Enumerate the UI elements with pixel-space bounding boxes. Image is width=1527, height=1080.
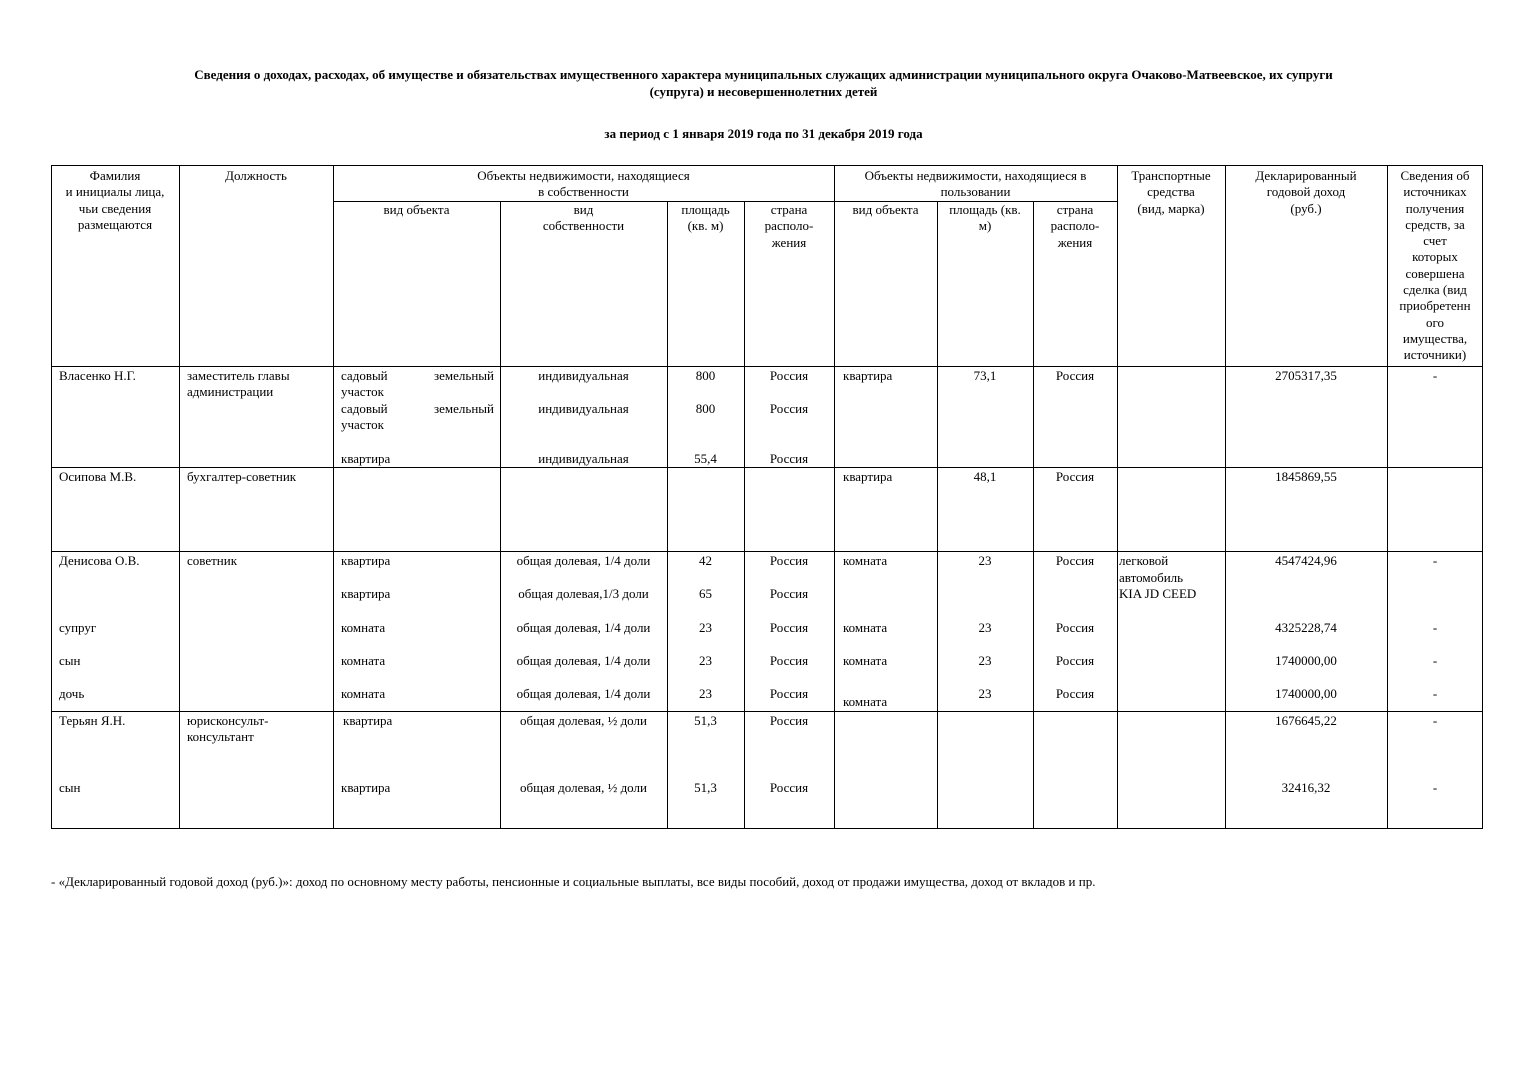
row-teryan-owned-ownership: общая долевая, ½ доли [520, 713, 647, 728]
row-teryan-position: юрисконсульт- консультант [187, 713, 269, 745]
row-teryan-son-owned-ownership: общая долевая, ½ доли [520, 780, 647, 795]
header-transport: Транспортные средства (вид, марка) [1131, 168, 1211, 216]
income-footnote: - «Декларированный годовой доход (руб.)»: доход по основному месту работы, пенсионные и социальные выплаты, все виды пособий, доход от продажи имущества, доход от вкладов и пр. [51, 874, 1096, 889]
row-denisova-sources: - [1432, 553, 1438, 568]
row-denisova-transport: легковой автомобиль KIA JD CEED [1119, 553, 1197, 601]
row-denisova-owned-ownership-1: общая долевая, 1/4 доли [516, 553, 651, 568]
row-teryan-son-sources: - [1432, 780, 1438, 795]
row-spouse-sources: - [1432, 620, 1438, 635]
header-name: Фамилия и инициалы лица, чьи сведения размещаются [65, 168, 165, 232]
row-daughter-used-type: комната [843, 694, 888, 709]
row-son-owned-country: Россия [769, 653, 809, 668]
row-teryan-owned-country: Россия [769, 713, 809, 728]
row-osipova-used-area: 48,1 [973, 469, 997, 484]
reporting-period: за период с 1 января 2019 года по 31 декабря 2019 года [604, 126, 923, 141]
row-denisova-used-country: Россия [1055, 553, 1095, 568]
row-vlasenko-owned-area-1: 800 [695, 368, 716, 383]
row-spouse-income: 4325228,74 [1275, 620, 1337, 635]
row-denisova-owned-ownership-2: общая долевая,1/3 доли [518, 586, 649, 601]
header-position: Должность [225, 168, 287, 183]
row-teryan-son-income: 32416,32 [1281, 780, 1331, 795]
row-teryan-income: 1676645,22 [1275, 713, 1337, 728]
row-daughter-used-country: Россия [1055, 686, 1095, 701]
row-son-used-area: 23 [978, 653, 992, 668]
header-used-group: Объекты недвижимости, находящиеся в пользовании [864, 168, 1087, 200]
row-son-used-type: комната [843, 653, 888, 668]
row-son-name: сын [59, 653, 81, 668]
row-denisova-name: Денисова О.В. [59, 553, 140, 568]
header-income: Декларированный годовой доход (руб.) [1255, 168, 1357, 216]
row-spouse-used-country: Россия [1055, 620, 1095, 635]
header-owned-group: Объекты недвижимости, находящиеся в собственности [477, 168, 690, 200]
row-son-owned-ownership: общая долевая, 1/4 доли [516, 653, 651, 668]
header-used-area: площадь (кв. м) [949, 202, 1021, 234]
row-daughter-name: дочь [59, 686, 85, 701]
row-vlasenko-owned-area-3: 55,4 [694, 451, 717, 466]
row-spouse-used-type: комната [843, 620, 888, 635]
title-line-2: (супруга) и несовершеннолетних детей [649, 84, 878, 99]
row-vlasenko-owned-type-2: садовый земельный участок [341, 401, 494, 433]
row-teryan-owned-area: 51,3 [694, 713, 717, 728]
header-sources: Сведения об источниках получения средств, за счет которых совершена сделка (вид приобретенн ого имущества, источники) [1399, 168, 1471, 363]
row-spouse-used-area: 23 [978, 620, 992, 635]
row-teryan-son-name: сын [59, 780, 81, 795]
row-vlasenko-owned-country-2: Россия [769, 401, 809, 416]
row-daughter-owned-country: Россия [769, 686, 809, 701]
row-vlasenko-owned-country-1: Россия [769, 368, 809, 383]
header-used-type: вид объекта [852, 202, 919, 217]
row-spouse-name: супруг [59, 620, 97, 635]
row-teryan-son-owned-area: 51,3 [694, 780, 717, 795]
header-used-country: страна располо- жения [1050, 202, 1100, 250]
row-daughter-used-area: 23 [978, 686, 992, 701]
row-vlasenko-owned-area-2: 800 [695, 401, 716, 416]
declaration-table [51, 165, 1483, 829]
row-teryan-son-owned-country: Россия [769, 780, 809, 795]
row-vlasenko-sources: - [1432, 368, 1438, 383]
row-vlasenko-owned-ownership-1: индивидуальная [538, 368, 629, 383]
row-denisova-position: советник [187, 553, 238, 568]
row-vlasenko-used-area: 73,1 [973, 368, 997, 383]
row-son-income: 1740000,00 [1275, 653, 1337, 668]
document-title [40, 66, 1487, 100]
row-son-owned-area: 23 [699, 653, 712, 668]
row-denisova-owned-type-1: квартира [341, 553, 391, 568]
row-osipova-position: бухгалтер-советник [187, 469, 297, 484]
row-daughter-owned-ownership: общая долевая, 1/4 доли [516, 686, 651, 701]
row-osipova-income: 1845869,55 [1275, 469, 1337, 484]
row-vlasenko-owned-type-3: квартира [341, 451, 391, 466]
row-vlasenko-income: 2705317,35 [1275, 368, 1337, 383]
header-owned-area: площадь (кв. м) [681, 202, 730, 234]
row-son-used-country: Россия [1055, 653, 1095, 668]
title-line-1: Сведения о доходах, расходах, об имуществе и обязательствах имущественного характера муниципальных служащих администрации муниципального округа Очаково-Матвеевское, их супруги [194, 67, 1333, 82]
row-teryan-owned-type: квартира [343, 713, 393, 728]
row-son-owned-type: комната [341, 653, 386, 668]
row-denisova-owned-area-2: 65 [699, 586, 712, 601]
row-daughter-owned-type: комната [341, 686, 386, 701]
row-denisova-used-type: комната [843, 553, 888, 568]
row-denisova-used-area: 23 [978, 553, 992, 568]
row-spouse-owned-country: Россия [769, 620, 809, 635]
row-vlasenko-owned-type-1: садовый земельный участок [341, 368, 494, 400]
row-denisova-owned-country-1: Россия [769, 553, 809, 568]
row-spouse-owned-type: комната [341, 620, 386, 635]
row-son-sources: - [1432, 653, 1438, 668]
row-denisova-owned-area-1: 42 [699, 553, 712, 568]
row-denisova-owned-country-2: Россия [769, 586, 809, 601]
row-vlasenko-owned-country-3: Россия [769, 451, 809, 466]
header-owned-type: вид объекта [383, 202, 450, 217]
row-denisova-owned-type-2: квартира [341, 586, 391, 601]
row-vlasenko-owned-ownership-3: индивидуальная [538, 451, 629, 466]
row-vlasenko-name: Власенко Н.Г. [59, 368, 136, 383]
row-spouse-owned-area: 23 [699, 620, 712, 635]
row-daughter-owned-area: 23 [699, 686, 712, 701]
row-spouse-owned-ownership: общая долевая, 1/4 доли [516, 620, 651, 635]
row-vlasenko-used-country: Россия [1055, 368, 1095, 383]
row-daughter-sources: - [1432, 686, 1438, 701]
row-vlasenko-owned-ownership-2: индивидуальная [538, 401, 629, 416]
header-owned-country: страна располо- жения [764, 202, 814, 250]
row-vlasenko-used-type: квартира [843, 368, 893, 383]
row-teryan-name: Терьян Я.Н. [59, 713, 126, 728]
row-vlasenko-position: заместитель главы администрации [187, 368, 290, 400]
header-owned-ownership: вид собственности [542, 202, 625, 234]
row-daughter-income: 1740000,00 [1275, 686, 1337, 701]
row-osipova-used-country: Россия [1055, 469, 1095, 484]
row-teryan-son-owned-type: квартира [341, 780, 391, 795]
row-teryan-sources: - [1432, 713, 1438, 728]
row-osipova-used-type: квартира [843, 469, 893, 484]
row-denisova-income: 4547424,96 [1275, 553, 1337, 568]
row-osipova-name: Осипова М.В. [59, 469, 137, 484]
